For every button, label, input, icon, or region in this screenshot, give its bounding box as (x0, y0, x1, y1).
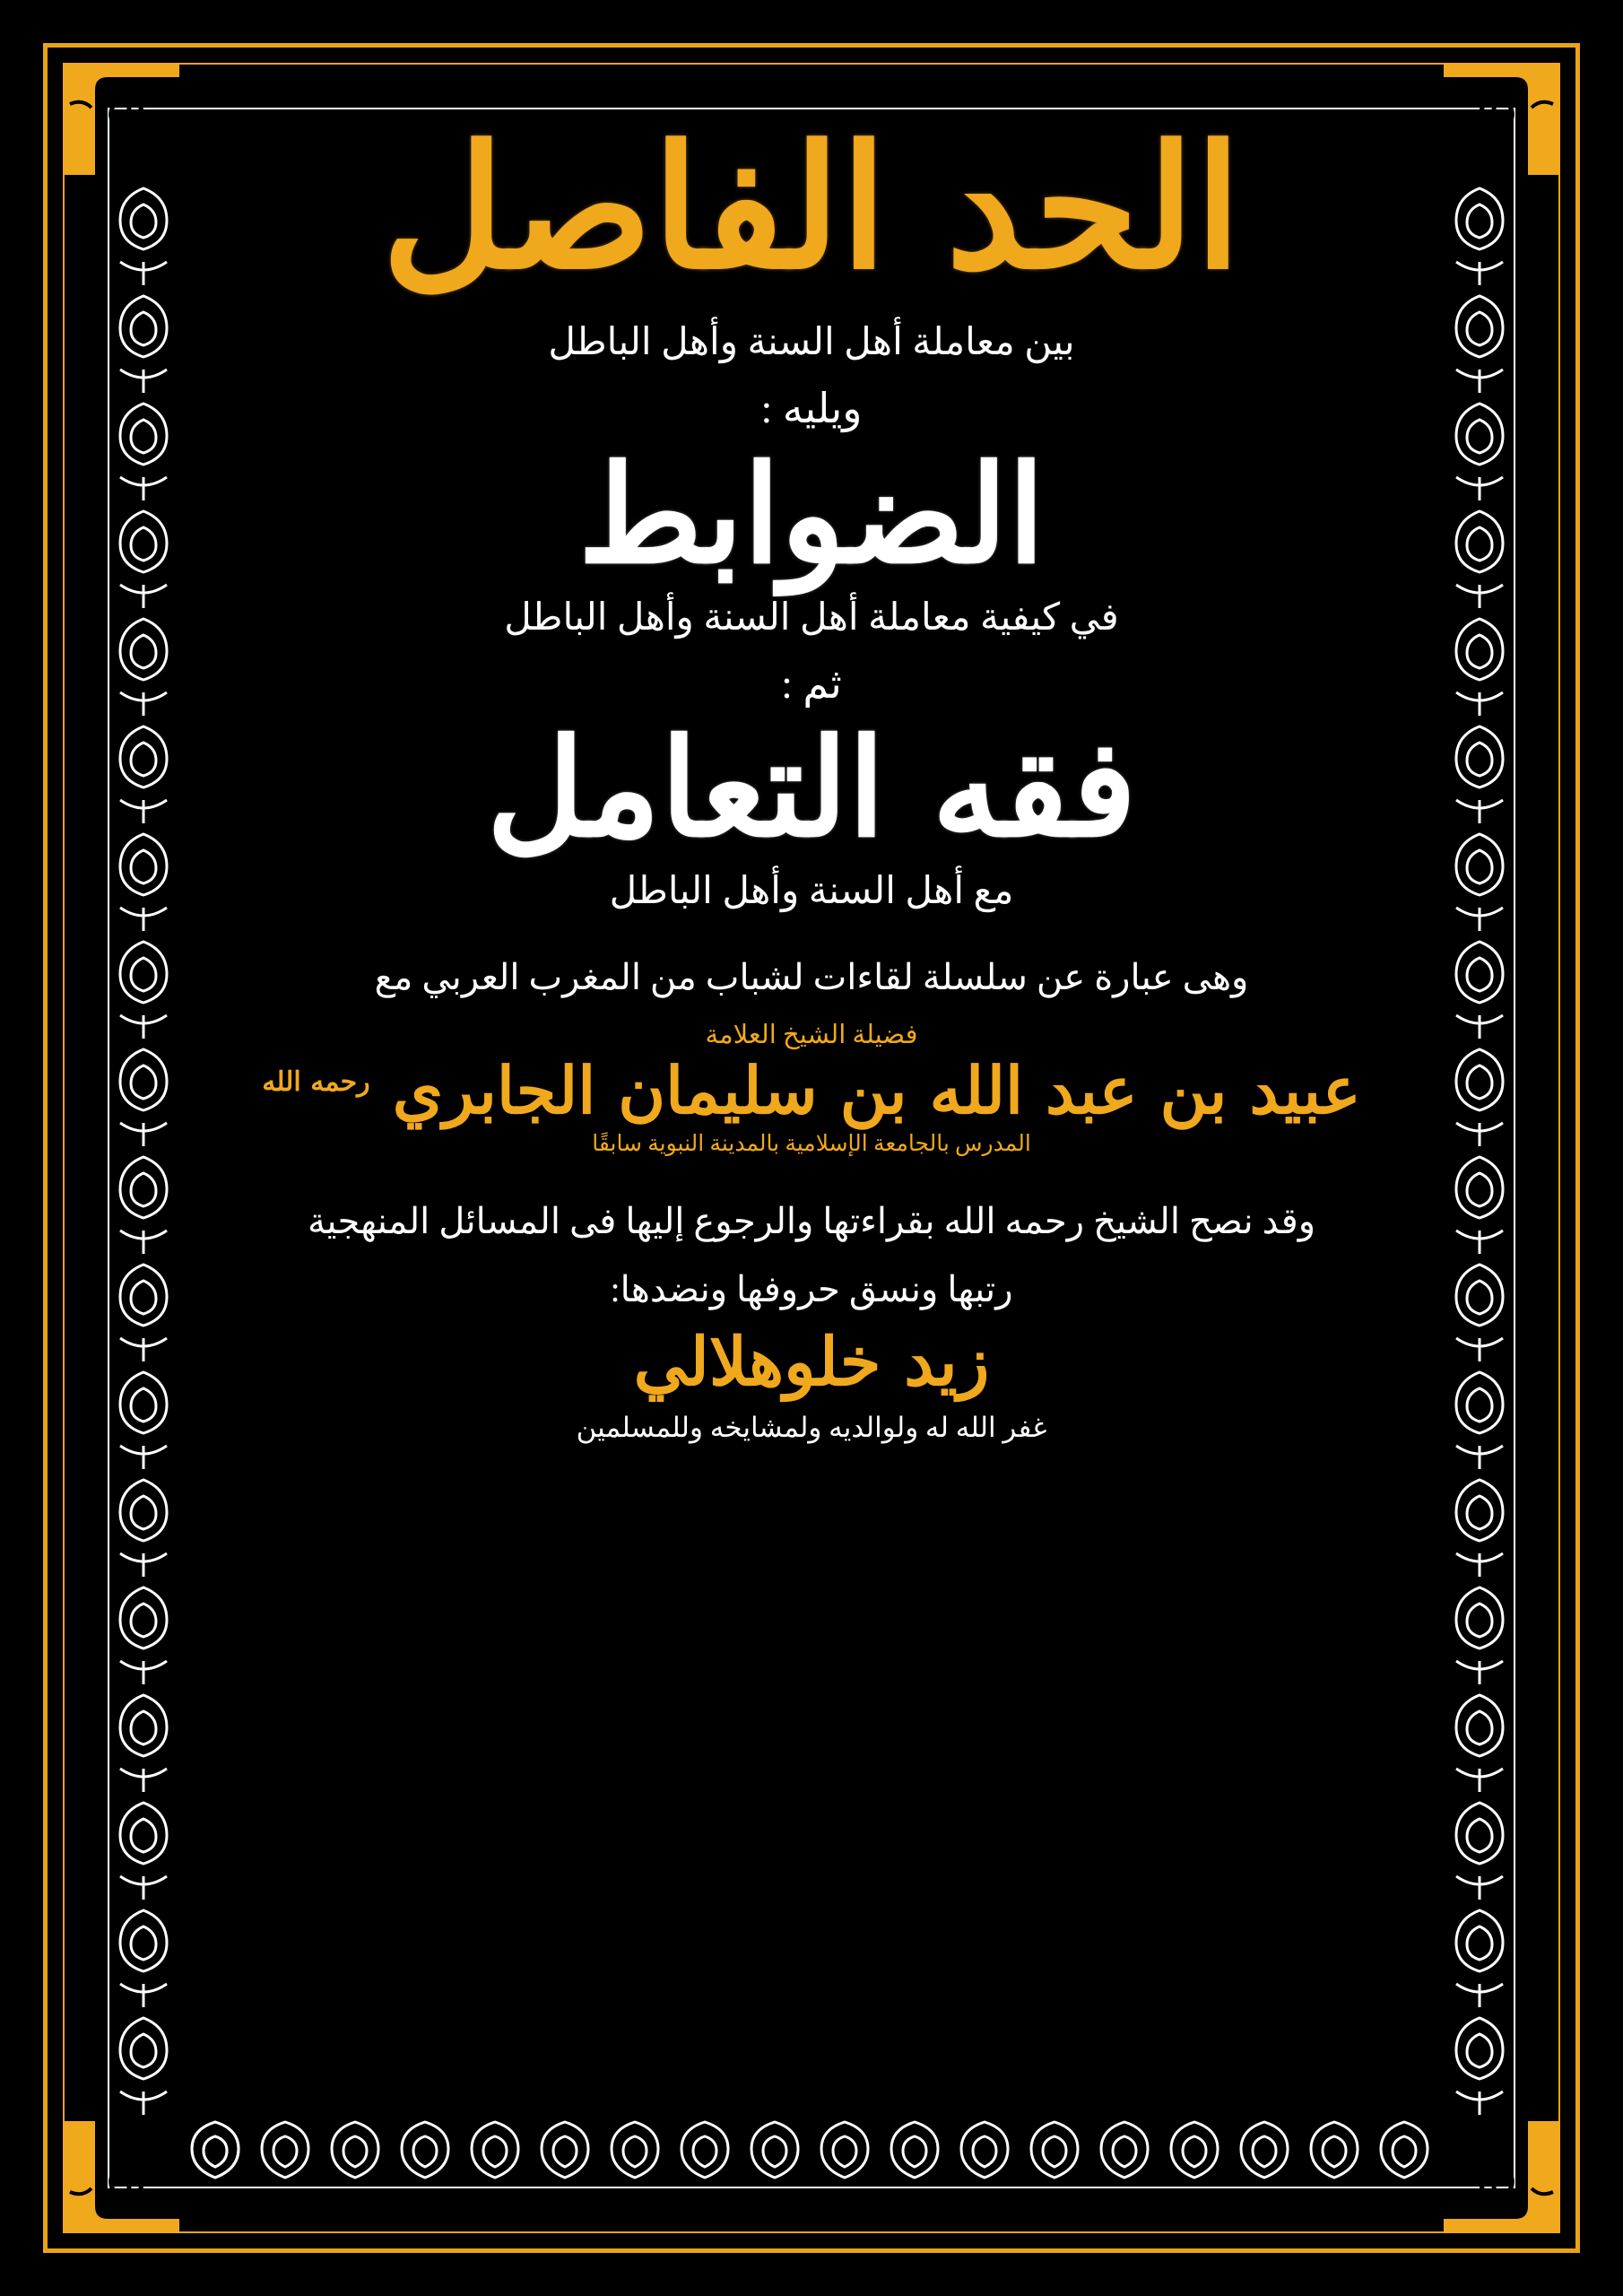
cover-content (188, 99, 1435, 2117)
compiler-name: زيد خلوهلالي (633, 1323, 990, 1401)
corner-ornament-icon (63, 2121, 179, 2233)
side-ornament-band-icon (1444, 179, 1515, 2117)
corner-ornament-icon (1444, 63, 1560, 175)
book-second-title: الضوابط (577, 436, 1046, 595)
shaykh-advice-note: وقد نصح الشيخ رحمه الله بقراءتها والرجوع إليها فى المسائل المنهجية (307, 1200, 1316, 1241)
connector-wa-yalihi: ويليه : (760, 386, 863, 432)
corner-ornament-icon (63, 63, 179, 175)
connector-thumma: ثم : (781, 661, 842, 708)
author-role: المدرس بالجامعة الإسلامية بالمدينة النبوية سابقًا (592, 1131, 1031, 1156)
book-main-title: الحد الفاصل (381, 109, 1242, 307)
compiler-label: رتبها ونسق حروفها ونضدها: (610, 1268, 1013, 1309)
book-subtitle-1: بين معاملة أهل السنة وأهل الباطل (548, 322, 1075, 364)
rahimahullah-seal: رحمه الله (262, 1066, 370, 1099)
author-name-text: عبيد بن عبد الله بن سليمان الجابري (392, 1052, 1361, 1129)
bottom-ornament-band-icon (179, 2117, 1444, 2187)
author-honorific: فضيلة الشيخ العلامة (705, 1021, 918, 1050)
book-subtitle-2: في كيفية معاملة أهل السنة وأهل الباطل (504, 597, 1119, 639)
book-third-title: فقه التعامل (486, 709, 1137, 868)
compiler-dua: غفر الله له ولوالديه ولمشايخه وللمسلمين (576, 1412, 1047, 1444)
author-name (188, 1054, 1435, 1128)
side-ornament-band-icon (108, 179, 179, 2117)
series-description: وهى عبارة عن سلسلة لقاءات لشباب من المغرب العربي مع (374, 957, 1249, 998)
book-subtitle-3: مع أهل السنة وأهل الباطل (609, 871, 1014, 913)
corner-ornament-icon (1444, 2121, 1560, 2233)
